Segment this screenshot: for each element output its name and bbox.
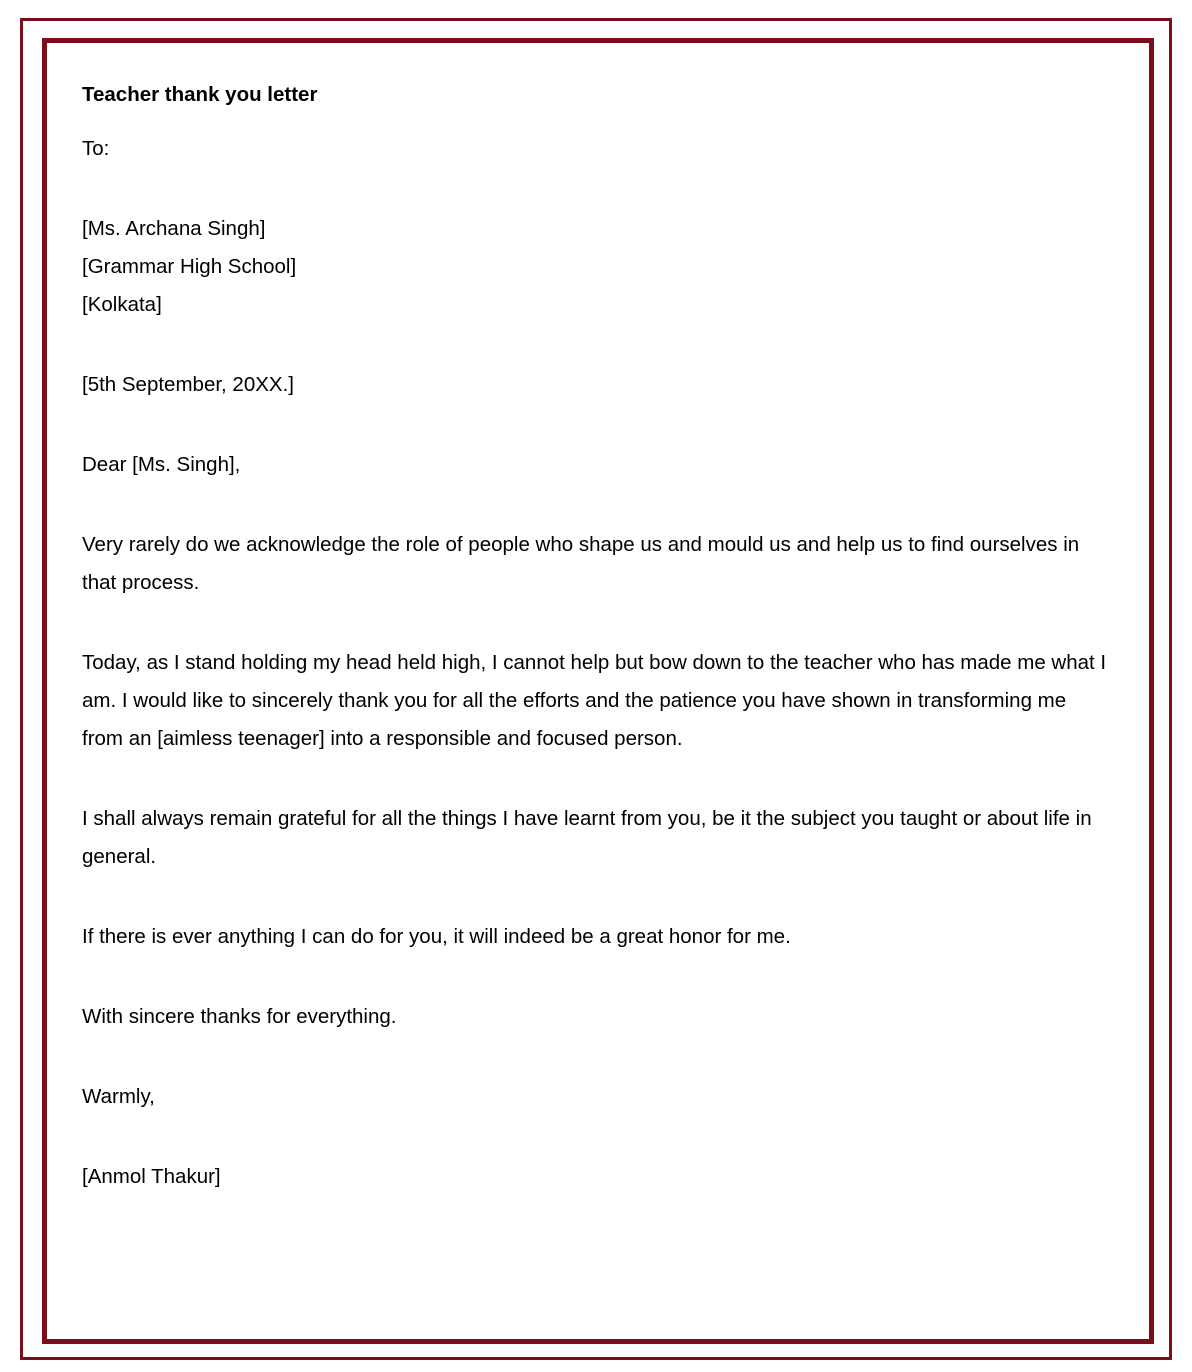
recipient-city: [Kolkata] (82, 293, 162, 316)
closing: Warmly, (82, 1085, 155, 1108)
paragraph-3: I shall always remain grateful for all the things I have learnt from you, be it the subject you taught or about life in general. (82, 807, 1092, 868)
letter-title: Teacher thank you letter (82, 83, 318, 106)
recipient-school: [Grammar High School] (82, 255, 297, 278)
signature: [Anmol Thakur] (82, 1165, 221, 1188)
paragraph-4: If there is ever anything I can do for you, it will indeed be a great honor for me. (82, 925, 791, 948)
letter-body (82, 76, 1112, 1196)
paragraph-2: Today, as I stand holding my head held high, I cannot help but bow down to the teacher who has made me what I am. I would like to sincerely thank you for all the efforts and the patience you have shown in transforming me from an [aimless teenager] into a responsible and focused person. (82, 651, 1107, 750)
letter-date: [5th September, 20XX.] (82, 373, 294, 396)
recipient-name: [Ms. Archana Singh] (82, 217, 266, 240)
paragraph-5: With sincere thanks for everything. (82, 1005, 397, 1028)
to-label: To: (82, 137, 110, 160)
salutation: Dear [Ms. Singh], (82, 453, 241, 476)
paragraph-1: Very rarely do we acknowledge the role of people who shape us and mould us and help us to find ourselves in that process. (82, 533, 1080, 594)
